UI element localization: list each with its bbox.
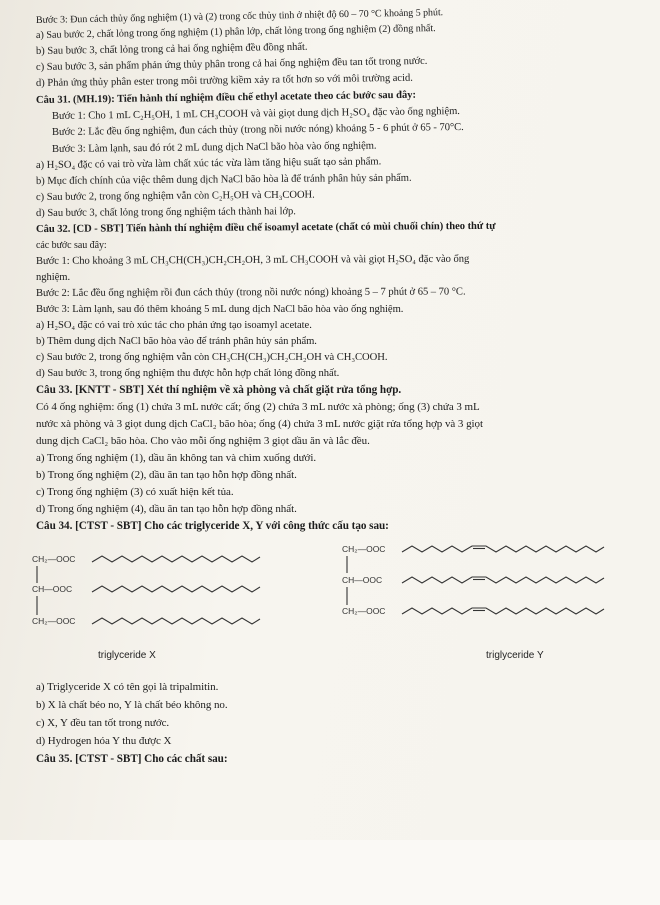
question-heading: Câu 31. (MH.19): Tiến hành thí nghiệm điều chế ethyl acetate theo các bước sau đây: [35,89,416,106]
text-line: Bước 1: Cho khoảng 3 mL CH₃CH(CH₃)CH₂CH₂OH, 3 mL CH₃COOH và vài giọt H₂SO₄ đặc vào ống [35,253,470,267]
text-line: b) X là chất béo no, Y là chất béo không no. [36,699,228,711]
text-line: b) Trong ống nghiệm (2), dầu ăn tan tạo hỗn hợp đồng nhất. [36,469,297,481]
text-line: a) Trong ống nghiệm (1), dầu ăn không tan và chìm xuống dưới. [36,452,317,464]
question-heading: Câu 35. [CTST - SBT] Cho các chất sau: [36,753,228,765]
text-line: Bước 3: Đun cách thủy ống nghiệm (1) và (2) trong cốc thủy tinh ở nhiệt độ 60 – 70 °C khoảng 5 phút. [35,7,444,26]
text-line: c) Trong ống nghiệm (3) có xuất hiện kết tủa. [36,486,234,498]
text-line: c) X, Y đều tan tốt trong nước. [36,717,170,729]
text-line: a) H₂SO₄ đặc có vai trò xúc tác cho phản ứng tạo isoamyl acetate. [36,320,312,331]
text-line: d) Phản ứng thủy phân ester trong môi trường kiềm xảy ra tốt hơn so với môi trường acid. [35,72,413,89]
text-line: c) Sau bước 2, trong ống nghiệm vẫn còn C₂H₅OH và CH₃COOH. [35,189,315,203]
question-heading: Câu 34. [CTST - SBT] Cho các triglyceride X, Y với công thức cấu tạo sau: [36,520,389,532]
text-line: a) Sau bước 2, chất lỏng trong ống nghiệm (1) phân lớp, chất lỏng trong ống nghiệm (2) đồng nhất. [35,23,436,41]
y-chain-1 [402,546,604,552]
x-chain-1 [92,556,260,562]
text-line: nghiệm. [36,272,71,283]
text-line: Bước 2: Lắc đều ống nghiệm, đun cách thủy (trong nồi nước nóng) khoảng 5 - 6 phút ở 65 - 70°C. [51,121,464,138]
text-line: b) Mục đích chính của việc thêm dung dịch NaCl bão hòa là để tránh phân hủy sản phẩm. [35,172,412,187]
text-line: Bước 2: Lắc đều ống nghiệm rồi đun cách thủy (trong nồi nước nóng) khoảng 5 – 7 phút ở 65 – 70 °C. [35,286,466,299]
x-group-1: CH₂—OOC [32,554,76,564]
triglyceride-x-structure [30,545,270,635]
text-line: d) Sau bước 3, trong ống nghiệm thu được hỗn hợp chất lỏng đồng nhất. [36,368,340,379]
y-chain-2 [402,577,604,583]
text-line: Bước 1: Cho 1 mL C₂H₅OH, 1 mL CH₃COOH và vài giọt dung dịch H₂SO₄ đặc vào ống nghiệm. [51,106,460,122]
text-line: Bước 3: Làm lạnh, sau đó thêm khoảng 5 mL dung dịch NaCl bão hòa vào ống nghiệm. [36,304,404,315]
text-line: b) Thêm dung dịch NaCl bão hòa vào để tránh phân hủy sản phẩm. [36,336,317,347]
triglyceride-x-caption: triglyceride X [98,650,156,661]
x-group-3: CH₂—OOC [32,616,76,626]
text-line: d) Sau bước 3, chất lỏng trong ống nghiệm tách thành hai lớp. [35,206,296,219]
x-chain-3 [92,618,260,624]
question-heading: Câu 33. [KNTT - SBT] Xét thí nghiệm về xà phòng và chất giặt rửa tổng hợp. [36,384,402,396]
triglyceride-y-caption: triglyceride Y [486,650,544,661]
text-line: Có 4 ống nghiệm: ống (1) chứa 3 mL nước cất; ống (2) chứa 3 mL nước xà phòng; ống (3) chứa 3 mL [36,401,480,413]
text-line: a) Triglyceride X có tên gọi là tripalmitin. [36,681,219,693]
text-line: dung dịch CaCl₂ bão hòa. Cho vào mỗi ống nghiệm 3 giọt dầu ăn và lắc đều. [36,435,370,447]
text-line: b) Sau bước 3, chất lỏng trong cả hai ống nghiệm đều đồng nhất. [35,41,308,57]
x-group-2: CH—OOC [32,584,73,594]
text-line: d) Trong ống nghiệm (4), dầu ăn tan tạo hỗn hợp đồng nhất. [36,503,297,515]
y-group-1: CH₂—OOC [342,544,386,554]
text-line: Bước 3: Làm lạnh, sau đó rót 2 mL dung dịch NaCl bão hòa vào ống nghiệm. [51,140,377,155]
text-line: các bước sau đây: [36,240,107,251]
question-heading: Câu 32. [CD - SBT] Tiến hành thí nghiệm điều chế isoamyl acetate (chất có mùi chuối chín) theo thứ tự [35,220,496,235]
text-line: c) Sau bước 2, trong ống nghiệm vẫn còn CH₃CH(CH₃)CH₂CH₂OH và CH₃COOH. [36,352,388,363]
y-chain-3 [402,608,604,614]
triglyceride-y-structure [340,535,620,625]
text-line: nước xà phòng và 3 giọt dung dịch CaCl₂ bão hòa; ống (4) chứa 3 mL nước giặt rửa tổng hợp và 3 giọt [36,418,483,430]
blank-area [0,840,660,905]
x-chain-2 [92,586,260,592]
text-line: d) Hydrogen hóa Y thu được X [36,735,172,747]
y-group-3: CH₂—OOC [342,606,386,616]
y-group-2: CH—OOC [342,575,383,585]
text-line: c) Sau bước 3, sản phẩm phản ứng thủy phân trong cả hai ống nghiệm đều tan tốt trong nước. [35,55,428,73]
text-line: a) H₂SO₄ đặc có vai trò vừa làm chất xúc tác vừa làm tăng hiệu suất tạo sản phẩm. [35,156,382,171]
